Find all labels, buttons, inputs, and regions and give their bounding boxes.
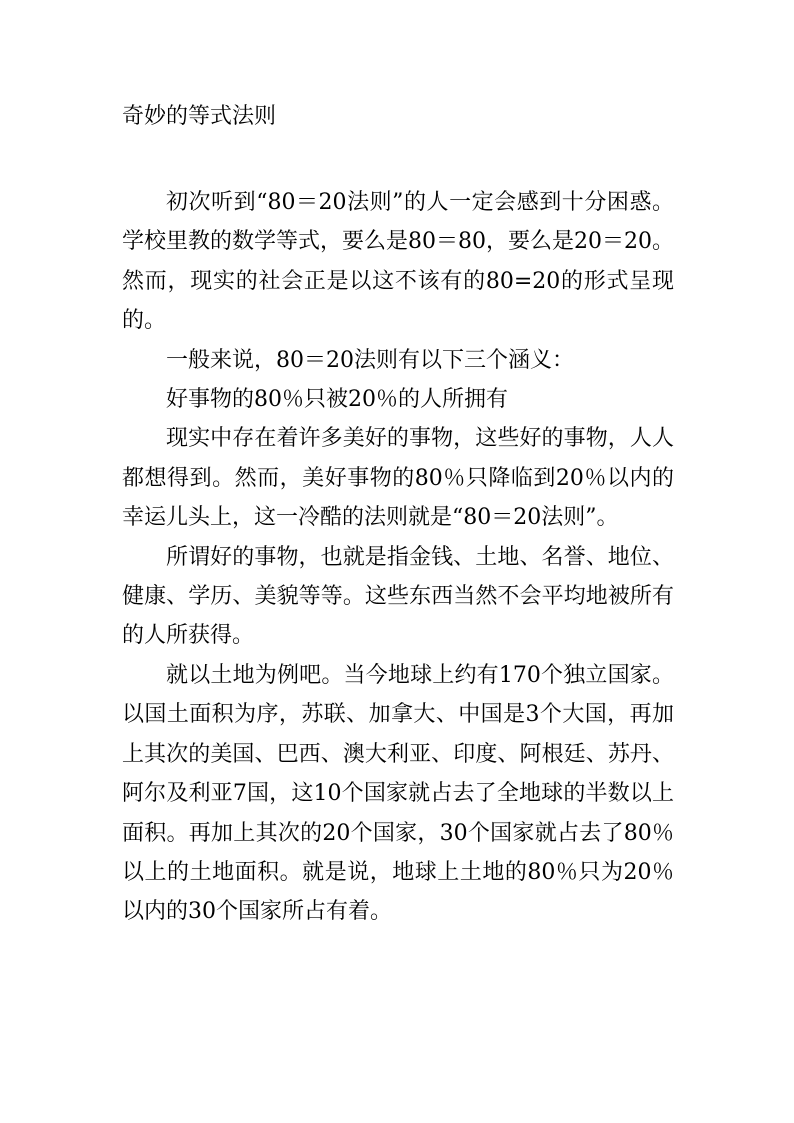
paragraph-meanings-lead: 一般来说，80＝20法则有以下三个涵义： (166, 347, 574, 373)
paragraph-good-things: 现实中存在着许多美好的事物，这些好的事物，人人都想得到。然而，美好事物的80％只降临到20％以内的幸运儿头上，这一冷酷的法则就是“80＝20法则”。 (122, 426, 674, 531)
document-title: 奇妙的等式法则 (122, 104, 277, 129)
paragraph-subheading-good-things: 好事物的80％只被20％的人所拥有 (166, 387, 508, 413)
paragraph-land-example: 就以土地为例吧。当今地球上约有170个独立国家。以国土面积为序，苏联、加拿大、中国是3个大国，再加上其次的美国、巴西、澳大利亚、印度、阿根廷、苏丹、阿尔及利亚7国，这10个国家就占去了全地球的半数以上面积。再加上其次的20个国家，30个国家就占去了80％以上的土地面积。就是说，地球上土地的80％只为20％以内的30个国家所占有着。 (122, 662, 674, 925)
paragraph-good-things-examples: 所谓好的事物，也就是指金钱、土地、名誉、地位、健康、学历、美貌等等。这些东西当然不会平均地被所有的人所获得。 (122, 544, 674, 649)
paragraph-intro: 初次听到“80＝20法则”的人一定会感到十分困惑。学校里教的数学等式，要么是80＝80，要么是20＝20。然而，现实的社会正是以这不该有的80=20的形式呈现的。 (122, 190, 674, 334)
document-body (122, 183, 674, 932)
